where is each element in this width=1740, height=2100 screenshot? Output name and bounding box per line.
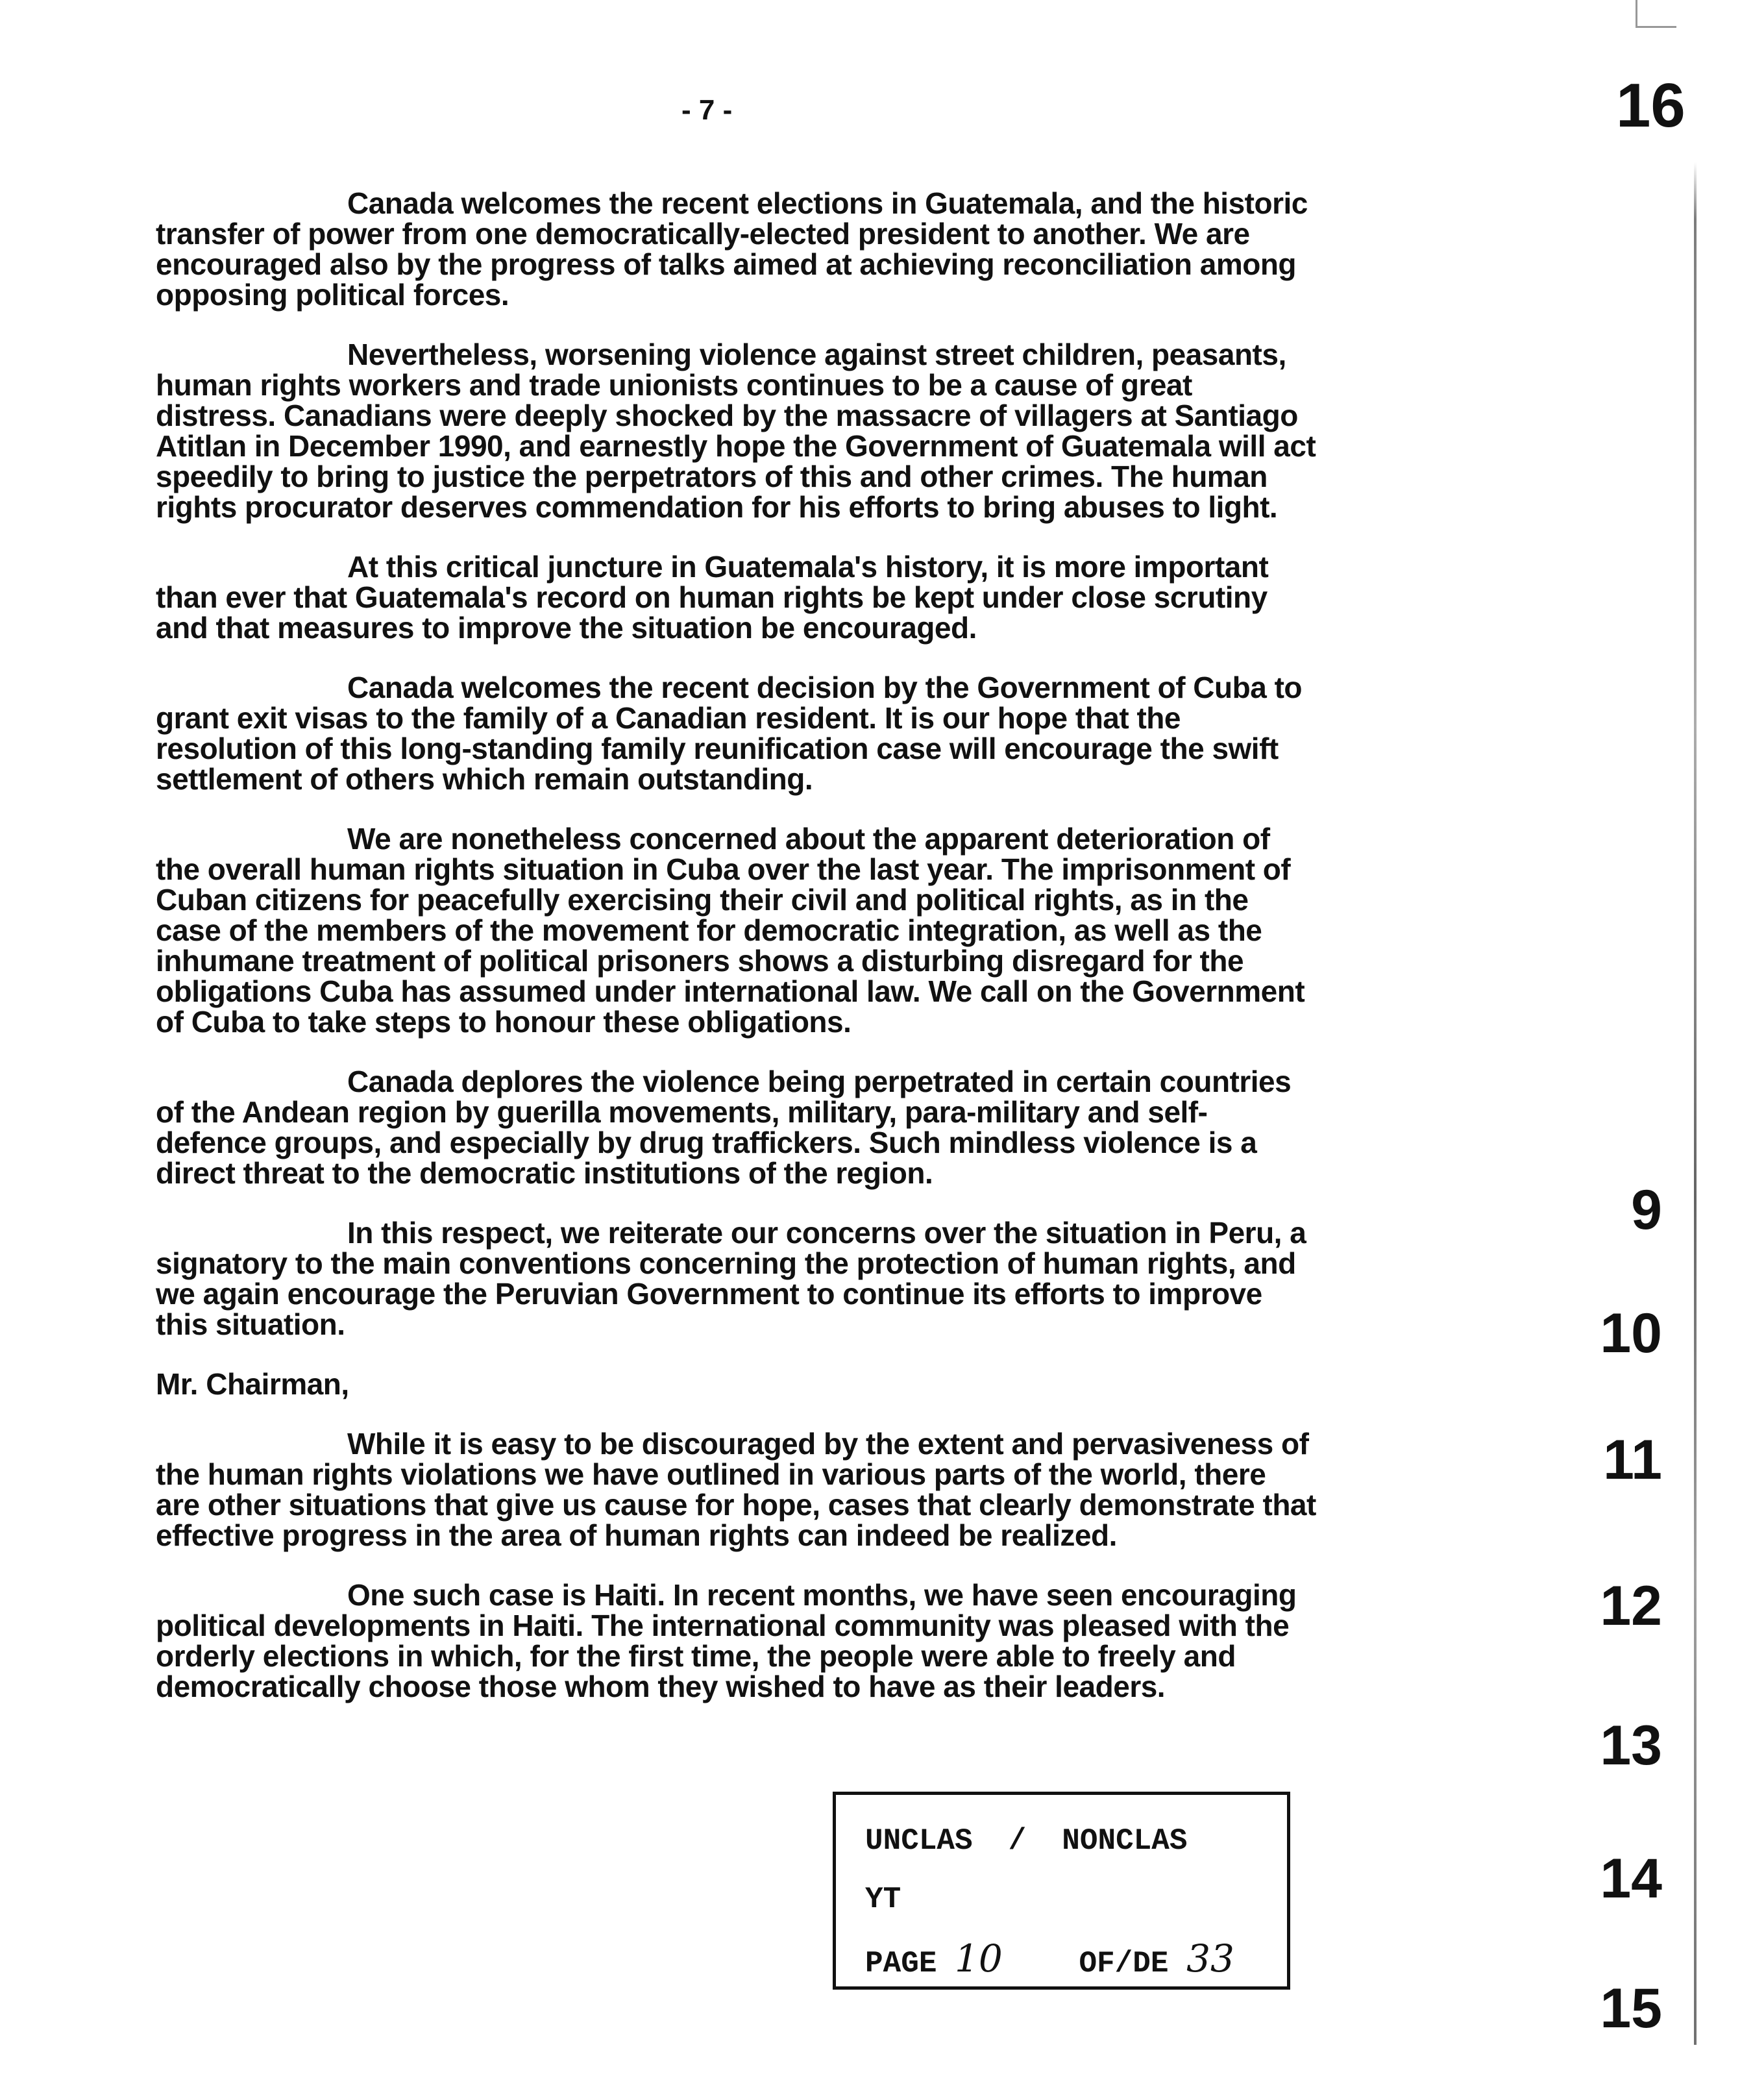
side-tab-10: 10 xyxy=(1600,1302,1662,1365)
stamp-code: YT xyxy=(865,1883,901,1916)
document-number: 16 xyxy=(1616,71,1685,140)
paragraph: One such case is Haiti. In recent months, we have seen encouraging political developments in Haiti. The international community was pleased with the orderly elections in which, for the first time, the people were able to freely and democratically choose those whom they wished to have as their leaders. xyxy=(156,1578,1297,1703)
paragraph: Nevertheless, worsening violence against street children, peasants, human rights workers and trade unionists continues to be a cause of great distress. Canadians were deeply shocked by the massacre of villagers at Santiago Atitlan in December 1990, and earnestly hope the Government of Guatemala will act speedily to bring to justice the perpetrators of this and other crimes. The human rights procurator deserves commendation for his efforts to bring abuses to light. xyxy=(156,338,1316,524)
stamp-of-value: 33 xyxy=(1186,1936,1234,1981)
stamp-page-row xyxy=(865,1936,1234,1981)
classification-stamp xyxy=(833,1792,1290,1990)
paragraph: We are nonetheless concerned about the apparent deterioration of the overall human rights situation in Cuba over the last year. The imprisonment of Cuban citizens for peacefully exercising their civil and political rights, as in the case of the members of the movement for democratic integration, as well as the inhumane treatment of political prisoners shows a disturbing disregard for the obligations Cuba has assumed under international law. We call on the Government of Cuba to take steps to honour these obligations. xyxy=(156,822,1305,1039)
body-text xyxy=(156,188,1317,1731)
side-tab-11: 11 xyxy=(1603,1429,1662,1491)
side-tab-13: 13 xyxy=(1600,1714,1662,1777)
paragraph: Canada welcomes the recent decision by the Government of Cuba to grant exit visas to the family of a Canadian resident. It is our hope that the resolution of this long-standing family reunification case will encourage the swift settlement of others which remain outstanding. xyxy=(156,671,1302,796)
stamp-nonclas: NONCLAS xyxy=(1062,1824,1188,1858)
side-tab-9: 9 xyxy=(1631,1179,1662,1241)
stamp-classification-row xyxy=(865,1824,1187,1858)
page-number: - 7 - xyxy=(681,94,733,126)
page-edge-line xyxy=(1694,162,1697,2045)
stamp-page-label: PAGE xyxy=(865,1947,937,1981)
salutation: Mr. Chairman, xyxy=(156,1367,349,1401)
stamp-page-value: 10 xyxy=(955,1936,1003,1981)
side-tab-14: 14 xyxy=(1600,1847,1662,1910)
stamp-separator: / xyxy=(1008,1824,1027,1858)
paragraph: Canada welcomes the recent elections in Guatemala, and the historic transfer of power from one democratically-elected president to another. We are encouraged also by the progress of talks aimed at achieving reconciliation among opposing political forces. xyxy=(156,186,1308,312)
stamp-of-label: OF/DE xyxy=(1079,1947,1169,1981)
side-tab-15: 15 xyxy=(1600,1977,1662,2040)
page-edge-top xyxy=(1636,0,1676,28)
paragraph: While it is easy to be discouraged by the extent and pervasiveness of the human rights violations we have outlined in various parts of the world, there are other situations that give us cause for hope, cases that clearly demonstrate that effective progress in the area of human rights can indeed be realized. xyxy=(156,1427,1316,1552)
side-tab-12: 12 xyxy=(1600,1575,1662,1637)
stamp-code-row xyxy=(865,1883,901,1916)
stamp-unclas: UNCLAS xyxy=(865,1824,973,1858)
paragraph: In this respect, we reiterate our concerns over the situation in Peru, a signatory to the main conventions concerning the protection of human rights, and we again encourage the Peruvian Government to continue its efforts to improve this situation. xyxy=(156,1216,1306,1341)
paragraph: At this critical juncture in Guatemala's history, it is more important than ever that Guatemala's record on human rights be kept under close scrutiny and that measures to improve the situation be encouraged. xyxy=(156,550,1269,645)
paragraph: Canada deplores the violence being perpetrated in certain countries of the Andean region by guerilla movements, military, para-military and self-defence groups, and especially by drug traffickers. Such mindless violence is a direct threat to the democratic institutions of the region. xyxy=(156,1065,1292,1190)
